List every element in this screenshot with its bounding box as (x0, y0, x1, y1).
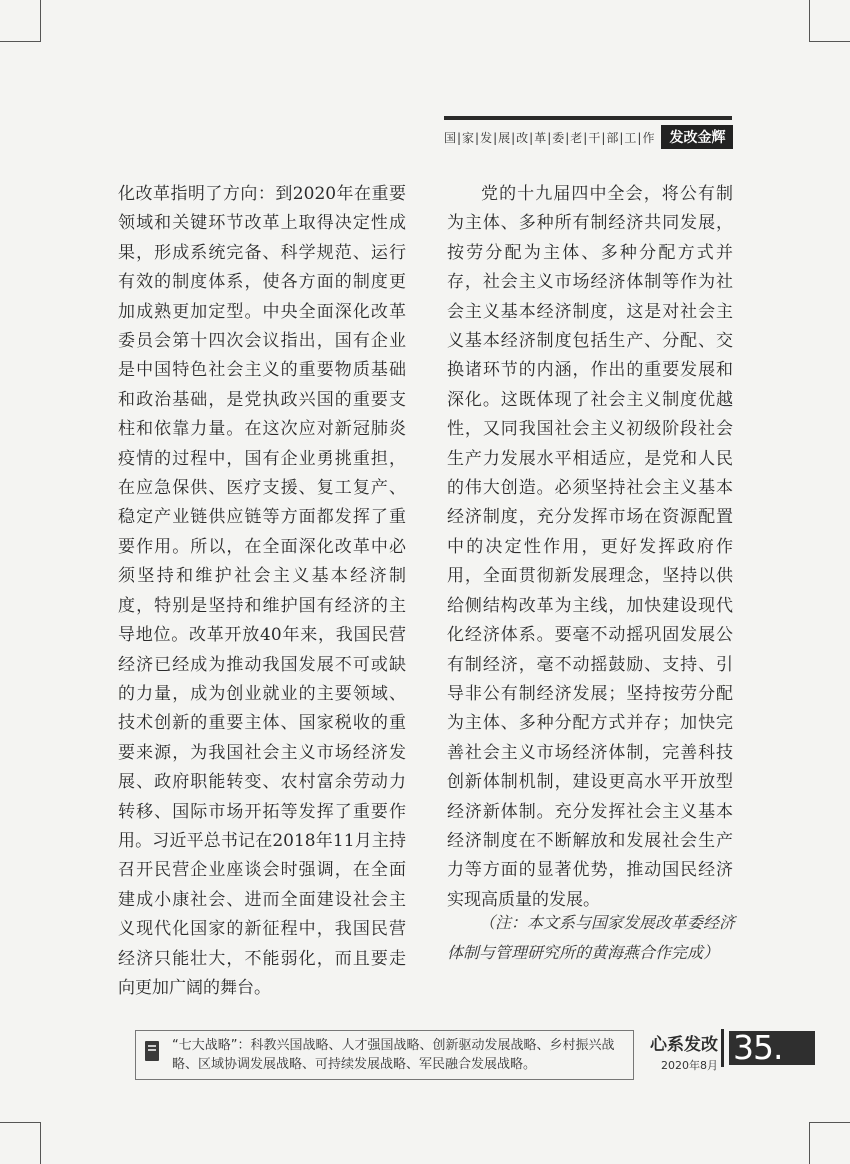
crop-mark (809, 1122, 850, 1123)
sidebar-box (135, 1030, 634, 1080)
crop-mark (40, 0, 41, 42)
crop-mark (0, 1122, 41, 1123)
running-header (444, 126, 733, 148)
magazine-name: 心系发改 (650, 1035, 718, 1055)
body-column-right (447, 180, 733, 915)
author-note: （注：本文系与国家发展改革委经济体制与管理研究所的黄海燕合作完成） (447, 913, 736, 962)
crop-mark (809, 1122, 810, 1164)
header-rule (444, 116, 732, 120)
divider (721, 1029, 724, 1067)
column-name: 发改金辉 (661, 125, 733, 149)
body-column-left (118, 180, 406, 1003)
right-paragraph: 党的十九届四中全会，将公有制为主体、多种所有制经济共同发展，按劳分配为主体、多种分配方式并存，社会主义市场经济体制等作为社会主义基本经济制度，这是对社会主义基本经济制度包括生产、分配、交换诸环节的内涵，作出的重要发展和深化。这既体现了社会主义制度优越性，又同我国社会主义初级阶段社会生产力发展水平相适应，是党和人民的伟大创造。必须坚持社会主义基本经济制度，充分发挥市场在资源配置中的决定性作用，更好发挥政府作用，全面贯彻新发展理念，坚持以供给侧结构改革为主线，加快建设现代化经济体系。要毫不动摇巩固发展公有制经济，毫不动摇鼓励、支持、引导非公有制经济发展；坚持按劳分配为主体、多种分配方式并存；加快完善社会主义市场经济体制，完善科技创新体制机制，建设更高水平开放型经济新体制。充分发挥社会主义基本经济制度在不断解放和发展社会生产力等方面的显著优势，推动国民经济实现高质量的发展。 (447, 184, 733, 910)
crop-mark (809, 0, 810, 42)
magazine-info (648, 1030, 718, 1073)
crop-mark (40, 1122, 41, 1164)
header-organization: 国|家|发|展|改|革|委|老|干|部|工|作 (444, 130, 656, 145)
crop-mark (809, 41, 850, 42)
sidebar-text: “七大战略”：科教兴国战略、人才强国战略、创新驱动发展战略、乡村振兴战略、区域协调发展战略、可持续发展战略、军民融合发展战略。 (172, 1038, 615, 1072)
left-paragraph: 化改革指明了方向：到2020年在重要领域和关键环节改革上取得决定性成果，形成系统完备、科学规范、运行有效的制度体系，使各方面的制度更加成熟更加定型。中央全面深化改革委员会第十四次会议指出，国有企业是中国特色社会主义的重要物质基础和政治基础，是党执政兴国的重要支柱和依靠力量。在这次应对新冠肺炎疫情的过程中，国有企业勇挑重担，在应急保供、医疗支援、复工复产、稳定产业链供应链等方面都发挥了重要作用。所以，在全面深化改革中必须坚持和维护社会主义基本经济制度，特别是坚持和维护国有经济的主导地位。改革开放40年来，我国民营经济已经成为推动我国发展不可或缺的力量，成为创业就业的主要领域、技术创新的重要主体、国家税收的重要来源，为我国社会主义市场经济发展、政府职能转变、农村富余劳动力转移、国际市场开拓等发挥了重要作用。习近平总书记在2018年11月主持召开民营企业座谈会时强调，在全面建成小康社会、进而全面建设社会主义现代化国家的新征程中，我国民营经济只能壮大，不能弱化，而且要走向更加广阔的舞台。 (118, 184, 406, 998)
crop-mark (0, 41, 41, 42)
book-icon (145, 1041, 159, 1061)
issue-date: 2020年8月 (661, 1059, 718, 1072)
page-number: 35. (729, 1031, 815, 1065)
